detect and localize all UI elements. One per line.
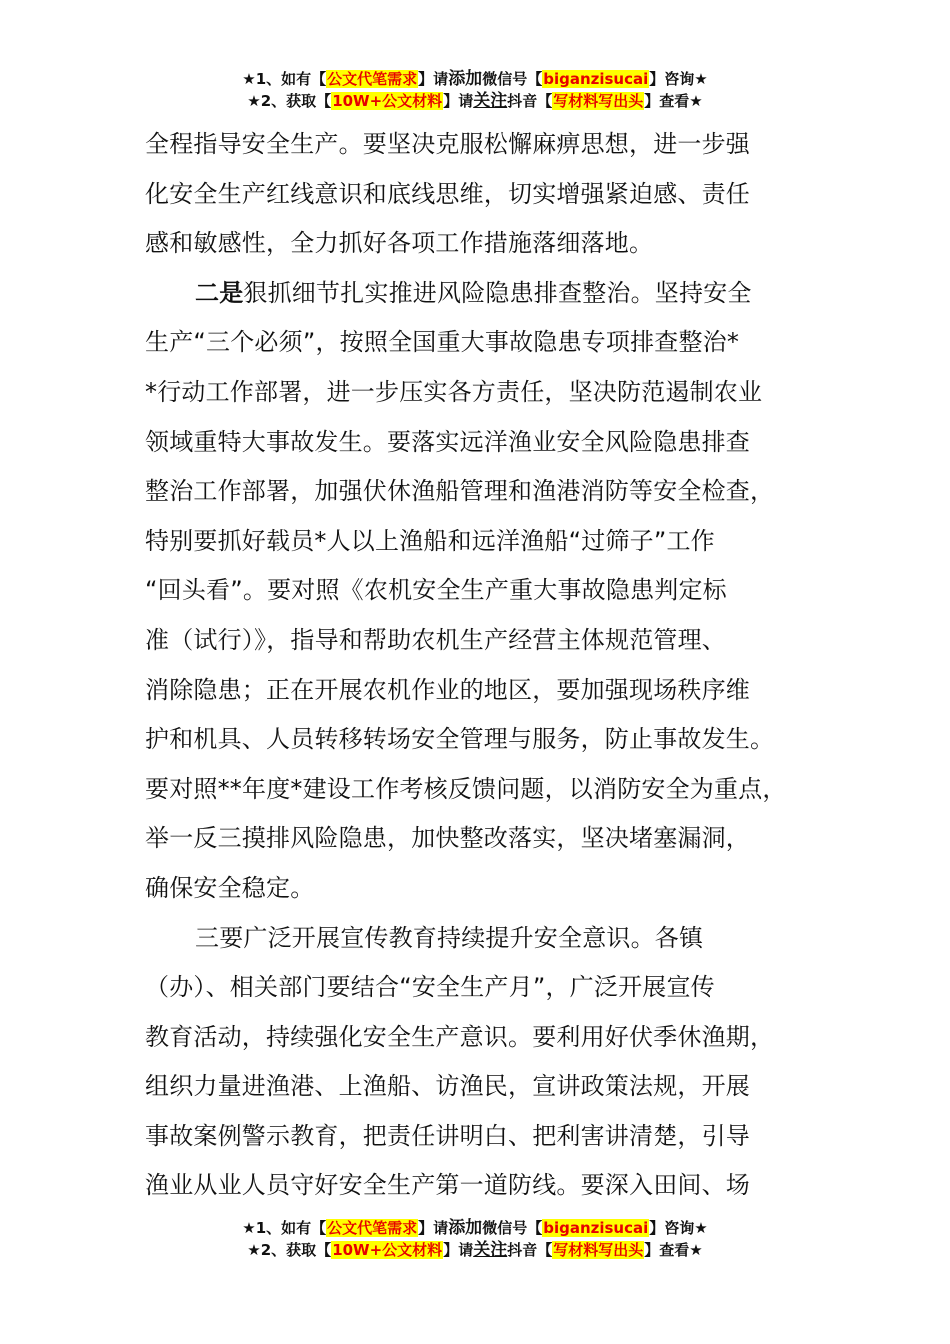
text-line: 特别要抓好载员*人以上渔船和远洋渔船“过筛子”工作 [145,526,715,555]
highlight-service: 公文代笔需求 [327,1219,418,1237]
highlight-materials: 10W+公文材料 [332,1241,443,1259]
banner-line-1: ★1、如有【公文代笔需求】请添加微信号【biganzisucai】咨询★ [242,69,708,89]
text-line: 要对照**年度*建设工作考核反馈问题，以消防安全为重点， [145,774,787,803]
text-line: 整治工作部署，加强伏休渔船管理和渔港消防等安全检查， [145,477,775,506]
paragraph-2-first-line: 二是狠抓细节扎实推进风险隐患排查整治。坚持安全 [195,278,752,307]
text-line: 消除隐患；正在开展农机作业的地区，要加强现场秩序维 [145,675,750,704]
banner-line-2: ★2、获取【10W+公文材料】请关注抖音【写材料写出头】查看★ [247,1240,703,1260]
text-line: 护和机具、人员转移转场安全管理与服务，防止事故发生。 [145,725,775,754]
text-line: 事故案例警示教育，把责任讲明白、把利害讲清楚，引导 [145,1121,750,1150]
highlight-douyin-account: 写材料写出头 [553,92,644,110]
text-line: 教育活动，持续强化安全生产意识。要利用好伏季休渔期， [145,1022,775,1051]
text-line: 准（试行）》，指导和帮助农机生产经营主体规范管理、 [145,625,726,654]
paragraph-3-first-line: 三要广泛开展宣传教育持续提升安全意识。各镇 [195,923,704,952]
text-line: 确保安全稳定。 [145,873,315,902]
banner-line-1: ★1、如有【公文代笔需求】请添加微信号【biganzisucai】咨询★ [242,1218,708,1238]
header-banner [0,68,950,112]
text-line: 举一反三摸排风险隐患，加快整改落实，坚决堵塞漏洞， [145,824,750,853]
text-line: （办）、相关部门要结合“安全生产月”，广泛开展宣传 [145,973,715,1002]
highlight-wechat-id: biganzisucai [543,1219,649,1237]
footer-banner [0,1217,950,1261]
paragraph-2-lead: 二是 [195,278,244,307]
text-line: 渔业从业人员守好安全生产第一道防线。要深入田间、场 [145,1171,750,1200]
text-line: 领域重特大事故发生。要落实远洋渔业安全风险隐患排查 [145,427,750,456]
text-line: *行动工作部署，进一步压实各方责任，坚决防范遏制农业 [145,377,763,406]
text-line: 感和敏感性，全力抓好各项工作措施落细落地。 [145,229,654,258]
highlight-douyin-account: 写材料写出头 [553,1241,644,1259]
banner-line-2: ★2、获取【10W+公文材料】请关注抖音【写材料写出头】查看★ [247,91,703,111]
text-line: 组织力量进渔港、上渔船、访渔民，宣讲政策法规，开展 [145,1072,750,1101]
text-line: 生产“三个必须”，按照全国重大事故隐患专项排查整治* [145,328,740,357]
text-line: 化安全生产红线意识和底线思维，切实增强紧迫感、责任 [145,179,750,208]
text-line: “回头看”。要对照《农机安全生产重大事故隐患判定标 [145,576,727,605]
text-line: 全程指导安全生产。要坚决克服松懈麻痹思想，进一步强 [145,130,750,158]
highlight-service: 公文代笔需求 [327,70,418,88]
document-body [145,120,825,1211]
highlight-materials: 10W+公文材料 [332,92,443,110]
highlight-wechat-id: biganzisucai [543,70,649,88]
